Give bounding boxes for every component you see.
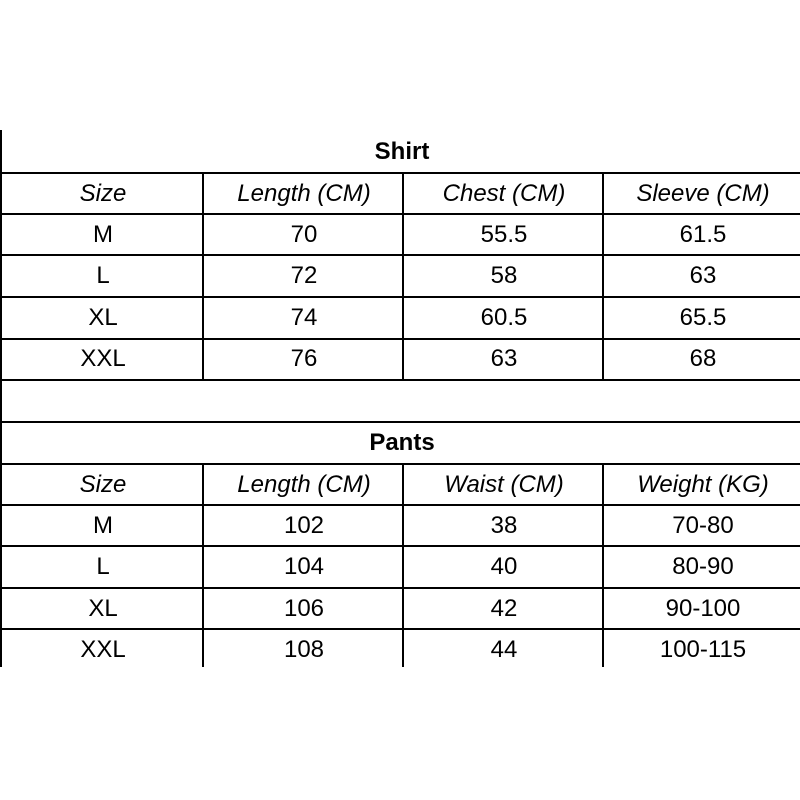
shirt-chest-cell: 58: [490, 262, 518, 289]
size-chart: [0, 130, 800, 667]
pants-header-length: Length (CM): [237, 471, 371, 498]
shirt-size-cell: XXL: [80, 345, 126, 372]
pants-size-cell: L: [96, 553, 110, 580]
pants-length-cell: 106: [283, 595, 325, 622]
divider: [2, 379, 800, 381]
pants-weight-cell: 80-90: [672, 553, 734, 580]
pants-header-weight: Weight (KG): [637, 471, 769, 498]
pants-header-size: Size: [79, 471, 127, 498]
pants-waist-cell: 38: [490, 512, 518, 539]
pants-weight-cell: 70-80: [672, 512, 734, 539]
pants-weight-cell: 100-115: [659, 636, 747, 663]
pants-header-waist: Waist (CM): [444, 471, 564, 498]
shirt-length-cell: 76: [290, 345, 318, 372]
shirt-chest-cell: 63: [490, 345, 518, 372]
pants-length-cell: 104: [283, 553, 325, 580]
shirt-header-length: Length (CM): [237, 180, 371, 207]
pants-size-cell: M: [93, 512, 113, 539]
shirt-length-cell: 74: [290, 304, 318, 331]
shirt-header-sleeve: Sleeve (CM): [636, 180, 770, 207]
shirt-header-chest: Chest (CM): [442, 180, 566, 207]
shirt-size-cell: L: [96, 262, 110, 289]
shirt-sleeve-cell: 61.5: [679, 221, 727, 248]
shirt-size-cell: XL: [88, 304, 118, 331]
shirt-sleeve-cell: 65.5: [679, 304, 727, 331]
pants-length-cell: 102: [283, 512, 325, 539]
shirt-length-cell: 72: [290, 262, 318, 289]
shirt-length-cell: 70: [290, 221, 318, 248]
shirt-size-cell: M: [93, 221, 113, 248]
pants-waist-cell: 40: [490, 553, 518, 580]
shirt-chest-cell: 60.5: [480, 304, 528, 331]
shirt-sleeve-cell: 63: [689, 262, 717, 289]
pants-length-cell: 108: [283, 636, 325, 663]
shirt-sleeve-cell: 68: [689, 345, 717, 372]
shirt-chest-cell: 55.5: [480, 221, 528, 248]
shirt-header-size: Size: [79, 180, 127, 207]
pants-size-cell: XL: [88, 595, 118, 622]
shirt-table-title: Shirt: [374, 138, 430, 165]
pants-size-cell: XXL: [80, 636, 126, 663]
pants-waist-cell: 42: [490, 595, 518, 622]
pants-waist-cell: 44: [490, 636, 518, 663]
pants-table-title: Pants: [369, 429, 435, 456]
pants-weight-cell: 90-100: [665, 595, 741, 622]
